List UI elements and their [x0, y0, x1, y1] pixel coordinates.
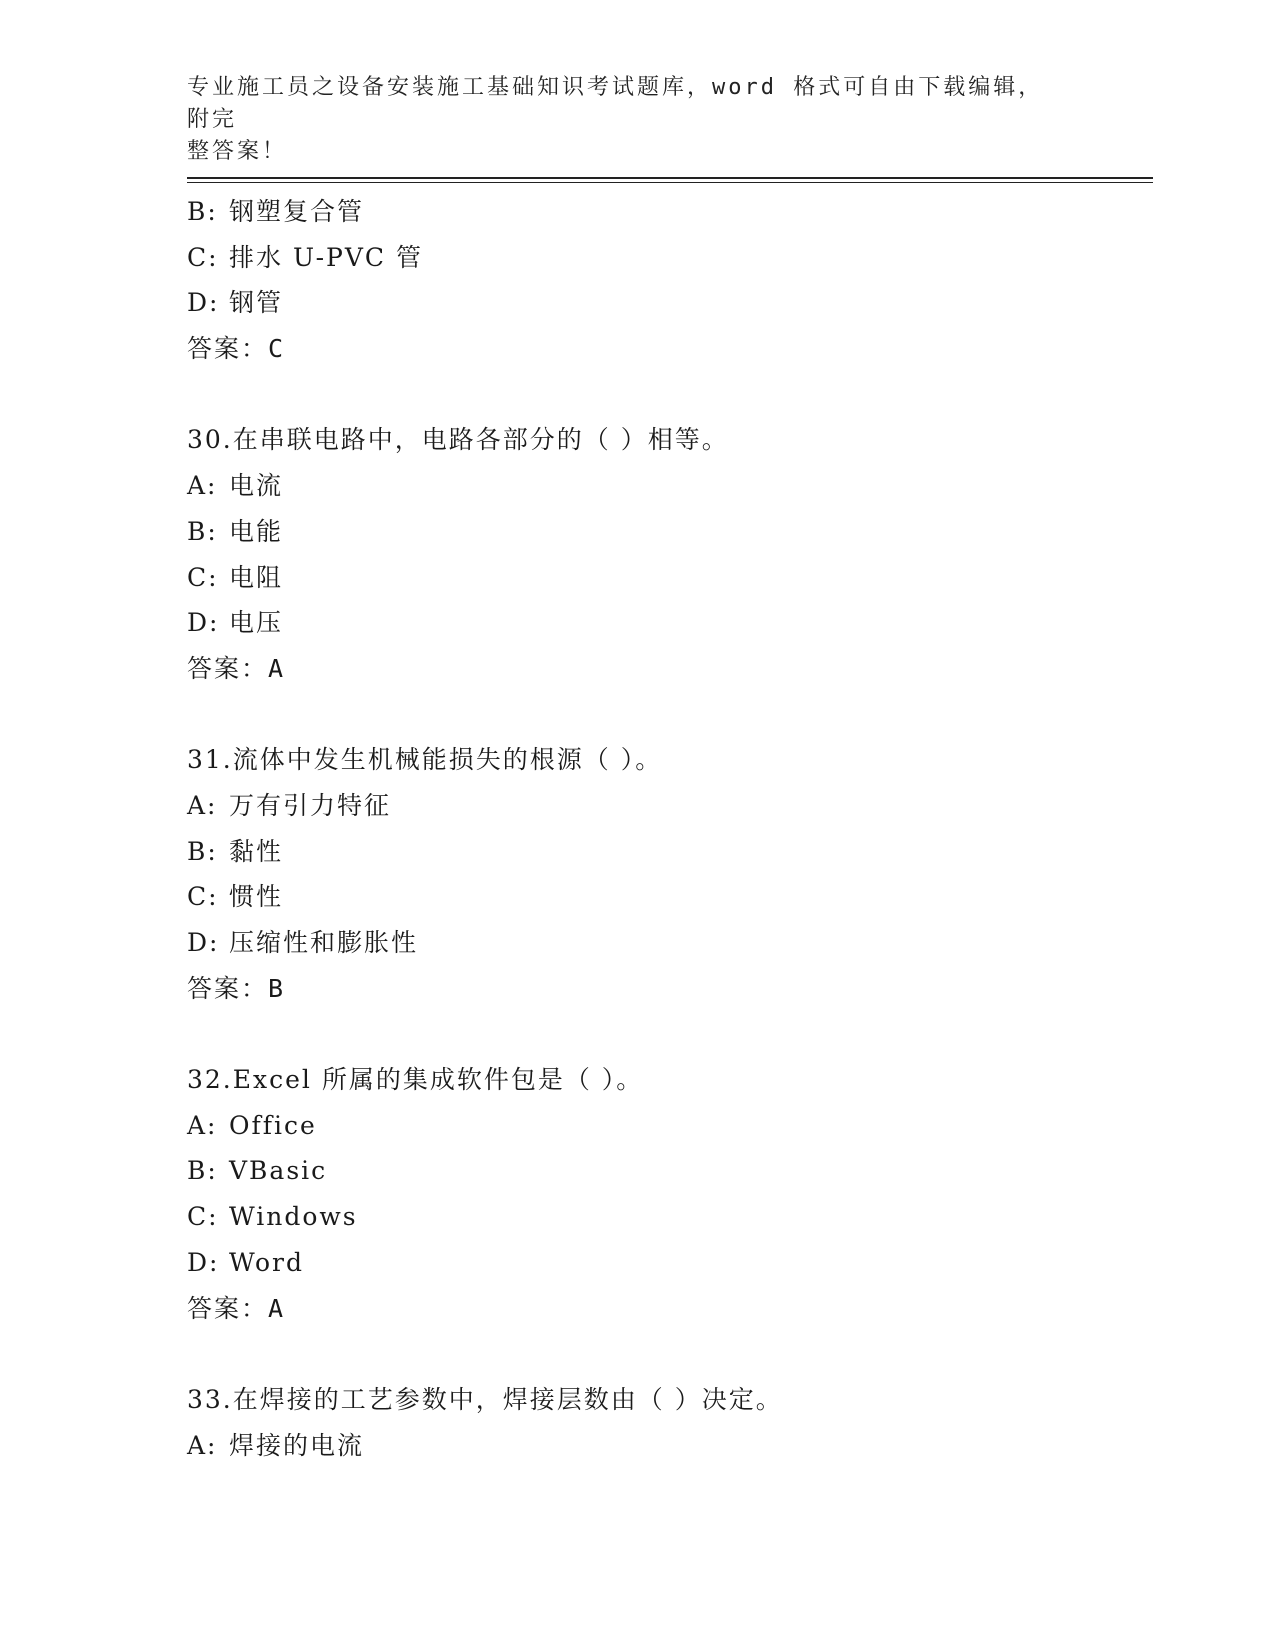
answer-option [187, 829, 1153, 875]
option-letter: C: [187, 1202, 219, 1232]
option-text: 钢塑复合管 [229, 197, 365, 226]
header-line-2: 整答案！ [187, 139, 288, 164]
header-line-1: 专业施工员之设备安装施工基础知识考试题库，word 格式可自由下载编辑，附完 [187, 75, 1044, 132]
answer-line: 答案：B [187, 973, 286, 1003]
answer-option [187, 280, 1153, 326]
option-letter: C: [187, 562, 219, 592]
answer-line: 答案：C [187, 334, 286, 364]
option-text: 电阻 [229, 562, 284, 592]
option-text: 电压 [229, 608, 284, 638]
spacer [187, 692, 1153, 738]
header-rule-thin [187, 182, 1153, 183]
option-letter: D: [187, 1247, 220, 1277]
answer-option [187, 463, 1153, 509]
option-letter: A: [187, 790, 218, 820]
answer-option [187, 874, 1153, 920]
answer-option [187, 555, 1153, 601]
option-text: 排水 U-PVC 管 [229, 242, 423, 272]
question-text: 31.流体中发生机械能损失的根源（ ）。 [187, 745, 663, 775]
option-letter: D: [187, 608, 220, 638]
option-text: Office [229, 1110, 317, 1140]
option-text: Windows [229, 1202, 358, 1232]
option-letter: A: [187, 1430, 218, 1460]
spacer [187, 1331, 1153, 1377]
spacer [187, 372, 1153, 418]
answer-option [187, 600, 1153, 646]
option-letter: D: [187, 288, 220, 318]
option-letter: D: [187, 928, 220, 957]
option-text: 黏性 [229, 836, 284, 866]
option-letter: B: [187, 197, 218, 226]
answer-option [187, 189, 1153, 235]
option-letter: C: [187, 242, 219, 272]
option-text: 万有引力特征 [229, 790, 392, 820]
answer-option [187, 509, 1153, 555]
option-letter: C: [187, 882, 219, 912]
option-letter: B: [187, 1156, 218, 1186]
answer-line: 答案：A [187, 653, 286, 683]
spacer [187, 1011, 1153, 1057]
question-text: 33.在焊接的工艺参数中，焊接层数由（ ）决定。 [187, 1384, 783, 1414]
option-letter: A: [187, 1110, 218, 1140]
question-list [187, 189, 1153, 1468]
option-text: 电流 [229, 471, 284, 501]
option-letter: B: [187, 516, 218, 546]
answer-option [187, 783, 1153, 829]
question-text: 32.Excel 所属的集成软件包是（ ）。 [187, 1065, 644, 1095]
answer-option [187, 1194, 1153, 1240]
option-text: 惯性 [229, 882, 284, 912]
answer-option [187, 235, 1153, 281]
option-text: VBasic [229, 1156, 328, 1186]
document-header [187, 72, 1067, 168]
option-text: 钢管 [229, 288, 284, 318]
answer-option [187, 920, 1153, 966]
option-text: 压缩性和膨胀性 [229, 928, 419, 957]
option-text: 电能 [229, 516, 284, 546]
answer-line: 答案：A [187, 1293, 286, 1323]
answer-option [187, 1148, 1153, 1194]
answer-option [187, 1103, 1153, 1149]
option-text: Word [229, 1247, 305, 1277]
header-rule-thick [187, 177, 1153, 179]
answer-option [187, 1423, 1153, 1469]
option-text: 焊接的电流 [229, 1430, 365, 1460]
option-letter: A: [187, 471, 218, 501]
answer-option [187, 1240, 1153, 1286]
question-text: 30.在串联电路中，电路各部分的（ ）相等。 [187, 425, 729, 455]
option-letter: B: [187, 836, 218, 866]
